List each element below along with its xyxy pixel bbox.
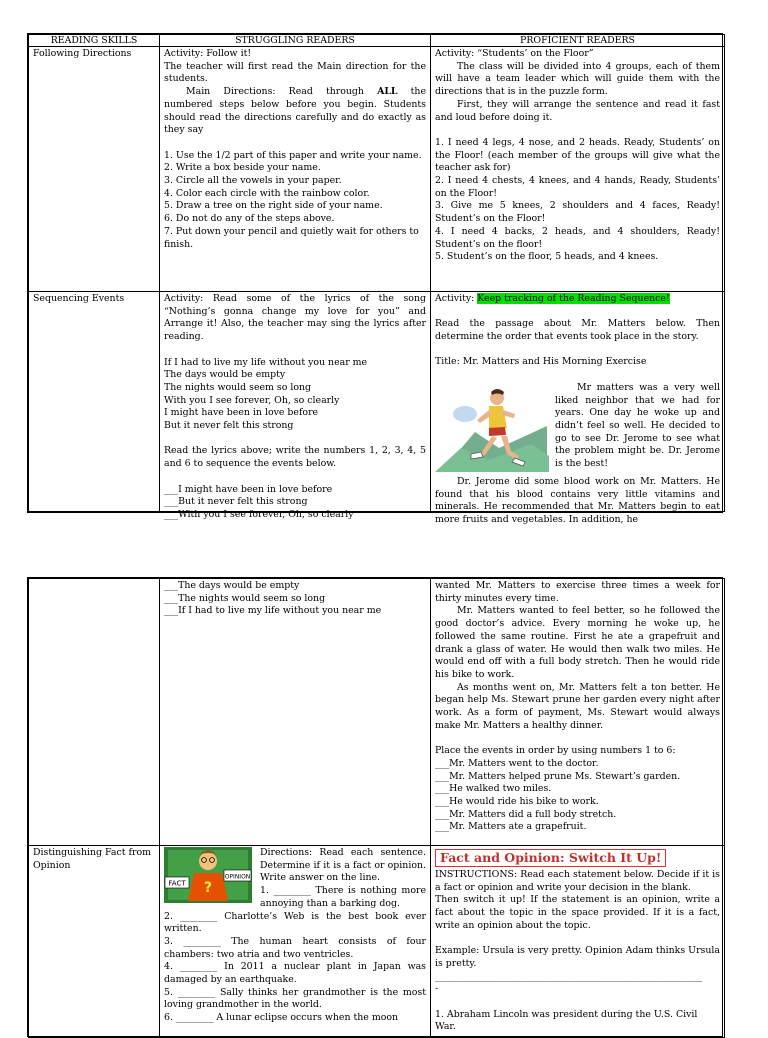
skill-sequencing-events: Sequencing Events [29,292,160,512]
fact-opinion-illustration [164,847,252,903]
intro-text: Read the passage about Mr. Matters below. Then determine the order that events took place in the story. [435,318,720,343]
fact-item: 5. ________ Sally thinks her grandmother is the most loving grandmother in the world. [164,986,426,1011]
activity-title: Activity: Keep tracking of the Reading Sequence! [435,293,670,304]
fact-item: 4. ________ In 2011 a nuclear plant in Japan was damaged by an earthquake. [164,961,426,986]
list-item: 4. I need 4 backs, 2 heads, and 4 shoulders, Ready! Student’s on the floor! [435,225,720,250]
passage-paragraph: As months went on, Mr. Matters felt a ton better. He began help Ms. Stewart prune her garden every night after work. As a form of payment, Ms. Stewart would always make Mr. Matters a healthy dinner. [435,681,720,731]
list-item: 1. I need 4 legs, 4 nose, and 2 heads. Ready, Students’ on the Floor! (each member of the groups will give what the teacher ask for) [435,136,720,174]
blank-line: ___The nights would seem so long [164,592,326,604]
event-blank: ___Mr. Matters helped prune Ms. Stewart’s garden. [435,770,681,782]
header-struggling: STRUGGLING READERS [160,35,431,47]
blank-line: ___I might have been in love before [164,483,333,495]
header-row [29,35,725,47]
struggling-sequencing-continued [160,579,431,846]
lyric-line: The days would be empty [164,369,286,381]
example-text: Example: Ursula is very pretty. Opinion Adam thinks Ursula is pretty. [435,945,720,969]
instructions-text: INSTRUCTIONS: Read each statement below. Decide if it is a fact or opinion and write your decision in the blank. [435,869,720,893]
proficient-fact-opinion [431,846,725,1038]
row-fact-opinion [29,846,725,1038]
event-blank: ___He walked two miles. [435,783,552,795]
activity-title: Activity: Follow it! [164,48,252,59]
passage-paragraph: Mr matters was a very well liked neighbor that we had for years. One day he woke up and didn’t feel so well. He decided to go to see Dr. Jerome to see what the problem might be. Dr. Jerome is the best! [555,381,720,470]
question-mark: ? [203,880,213,896]
struggling-following-directions [160,47,431,292]
step: 1. Use the 1/2 part of this paper and write your name. [164,149,422,161]
lyric-line: With you I see forever, Oh, so clearly [164,394,340,406]
passage-paragraph: wanted Mr. Matters to exercise three times a week for thirty minutes every time. [435,580,720,604]
paragraph: The class will be divided into 4 groups, each of them will have a team leader which will guide them with the directions that is in the puzzle form. [435,60,720,98]
event-blank: ___Mr. Matters ate a grapefruit. [435,821,587,833]
blank-line: ___But it never felt this strong [164,496,308,508]
lyric-line: If I had to live my life without you near me [164,356,368,368]
step: 5. Draw a tree on the right side of your name. [164,200,383,212]
dash-mark: - [435,983,439,995]
fact-opinion-item: 1. Abraham Lincoln was president during the U.S. Civil War. [435,1008,698,1033]
sequence-instruction: Read the lyrics above; write the numbers 1, 2, 3, 4, 5 and 6 to sequence the events below. [164,445,426,470]
struggling-sequencing [160,292,431,520]
struggling-fact-opinion [160,846,431,1038]
proficient-following-directions [431,47,725,292]
order-instruction: Place the events in order by using numbers 1 to 6: [435,745,676,757]
event-blank: ___He would ride his bike to work. [435,795,599,807]
step: 7. Put down your pencil and quietly wait for others to finish. [164,225,419,250]
main-directions: Main Directions: Read through ALL the numbered steps below before you begin. Students should read the directions carefully and do exactly as they say [164,86,426,136]
step: 2. Write a box beside your name. [164,162,321,174]
fact-label: FACT [168,879,186,888]
proficient-sequencing [431,292,725,525]
header-proficient: PROFICIENT READERS [431,35,725,47]
proficient-sequencing-continued [431,579,725,846]
intro-text: The teacher will first read the Main direction for the students. [164,60,426,85]
passage-title: Title: Mr. Matters and His Morning Exercise [435,356,647,368]
step: 4. Color each circle with the rainbow color. [164,187,370,199]
fact-item: 1. ________ There is nothing more annoying than a barking dog. [260,885,426,909]
switch-text: Then switch it up! If the statement is an opinion, write a fact about the topic in the space provided. If it is a fact, write an opinion about the topic. [435,894,720,931]
paragraph: First, they will arrange the sentence and read it fast and loud before doing it. [435,98,720,123]
runner-illustration [435,386,549,474]
step: 3. Circle all the vowels in your paper. [164,175,342,187]
list-item: 3. Give me 5 knees, 2 shoulders and 4 faces, Ready! Student’s on the Floor! [435,200,720,225]
blank-line: ___The days would be empty [164,580,300,591]
answer-rule: _________________________________________________________ [435,970,703,982]
passage-paragraph: Dr. Jerome did some blood work on Mr. Matters. He found that his blood contains very little vitamins and minerals. He recommended that Mr. Matters begin to eat more fruits and vegetables. In addition, he [435,475,720,525]
page-1-table [27,33,723,525]
lyric-line: I might have been in love before [164,407,319,419]
highlighted-activity: Keep tracking of the Reading Sequence! [477,293,670,304]
header-reading-skills: READING SKILLS [29,35,160,47]
skill-fact-opinion: Distinguishing Fact from Opinion [29,846,160,1038]
step: 6. Do not do any of the steps above. [164,213,335,225]
activity-title: Activity: Read some of the lyrics of the song “Nothing’s gonna change my love for you” and Arrange it! Also, the teacher may sing the lyrics after reading. [164,293,426,343]
passage-paragraph: Mr. Matters wanted to feel better, so he followed the good doctor’s advice. Every morning he woke up, he followed the same routine. First he ate a grapefruit and drank a glass of water. He would then walk two miles. He would end off with a full body stretch. Then he would ride his bike to work. [435,605,720,680]
event-blank: ___Mr. Matters did a full body stretch. [435,808,617,820]
activity-title: Activity: “Students’ on the Floor” [435,48,594,59]
switch-it-up-sign: Fact and Opinion: Switch It Up! [435,849,666,867]
lyric-line: But it never felt this strong [164,420,294,432]
row-sequencing-events [29,292,725,512]
fact-item: 3. ________ The human heart consists of four chambers: two atria and two ventricles. [164,935,426,960]
skill-following-directions: Following Directions [29,47,160,292]
blank-line: ___If I had to live my life without you near me [164,605,382,617]
page-2-table [27,577,723,1037]
event-blank: ___Mr. Matters went to the doctor. [435,757,599,769]
row-following-directions [29,47,725,292]
fact-item: 6. ________ A lunar eclipse occurs when the moon [164,1012,399,1024]
row-sequencing-continued [29,579,725,846]
list-item: 2. I need 4 chests, 4 knees, and 4 hands, Ready, Students’ on the Floor! [435,175,720,199]
list-item: 5. Student’s on the floor, 5 heads, and 4 knees. [435,251,659,263]
fact-item: 2. ________ Charlotte’s Web is the best book ever written. [164,910,426,935]
lyric-line: The nights would seem so long [164,381,312,393]
opinion-label: OPINION [224,873,251,881]
blank-line: ___With you I see forever, Oh, so clearly [164,508,354,520]
skill-empty [29,579,160,846]
directions-text: Directions: Read each sentence. Determine if it is a fact or opinion. Write answer on the line. [260,847,426,884]
